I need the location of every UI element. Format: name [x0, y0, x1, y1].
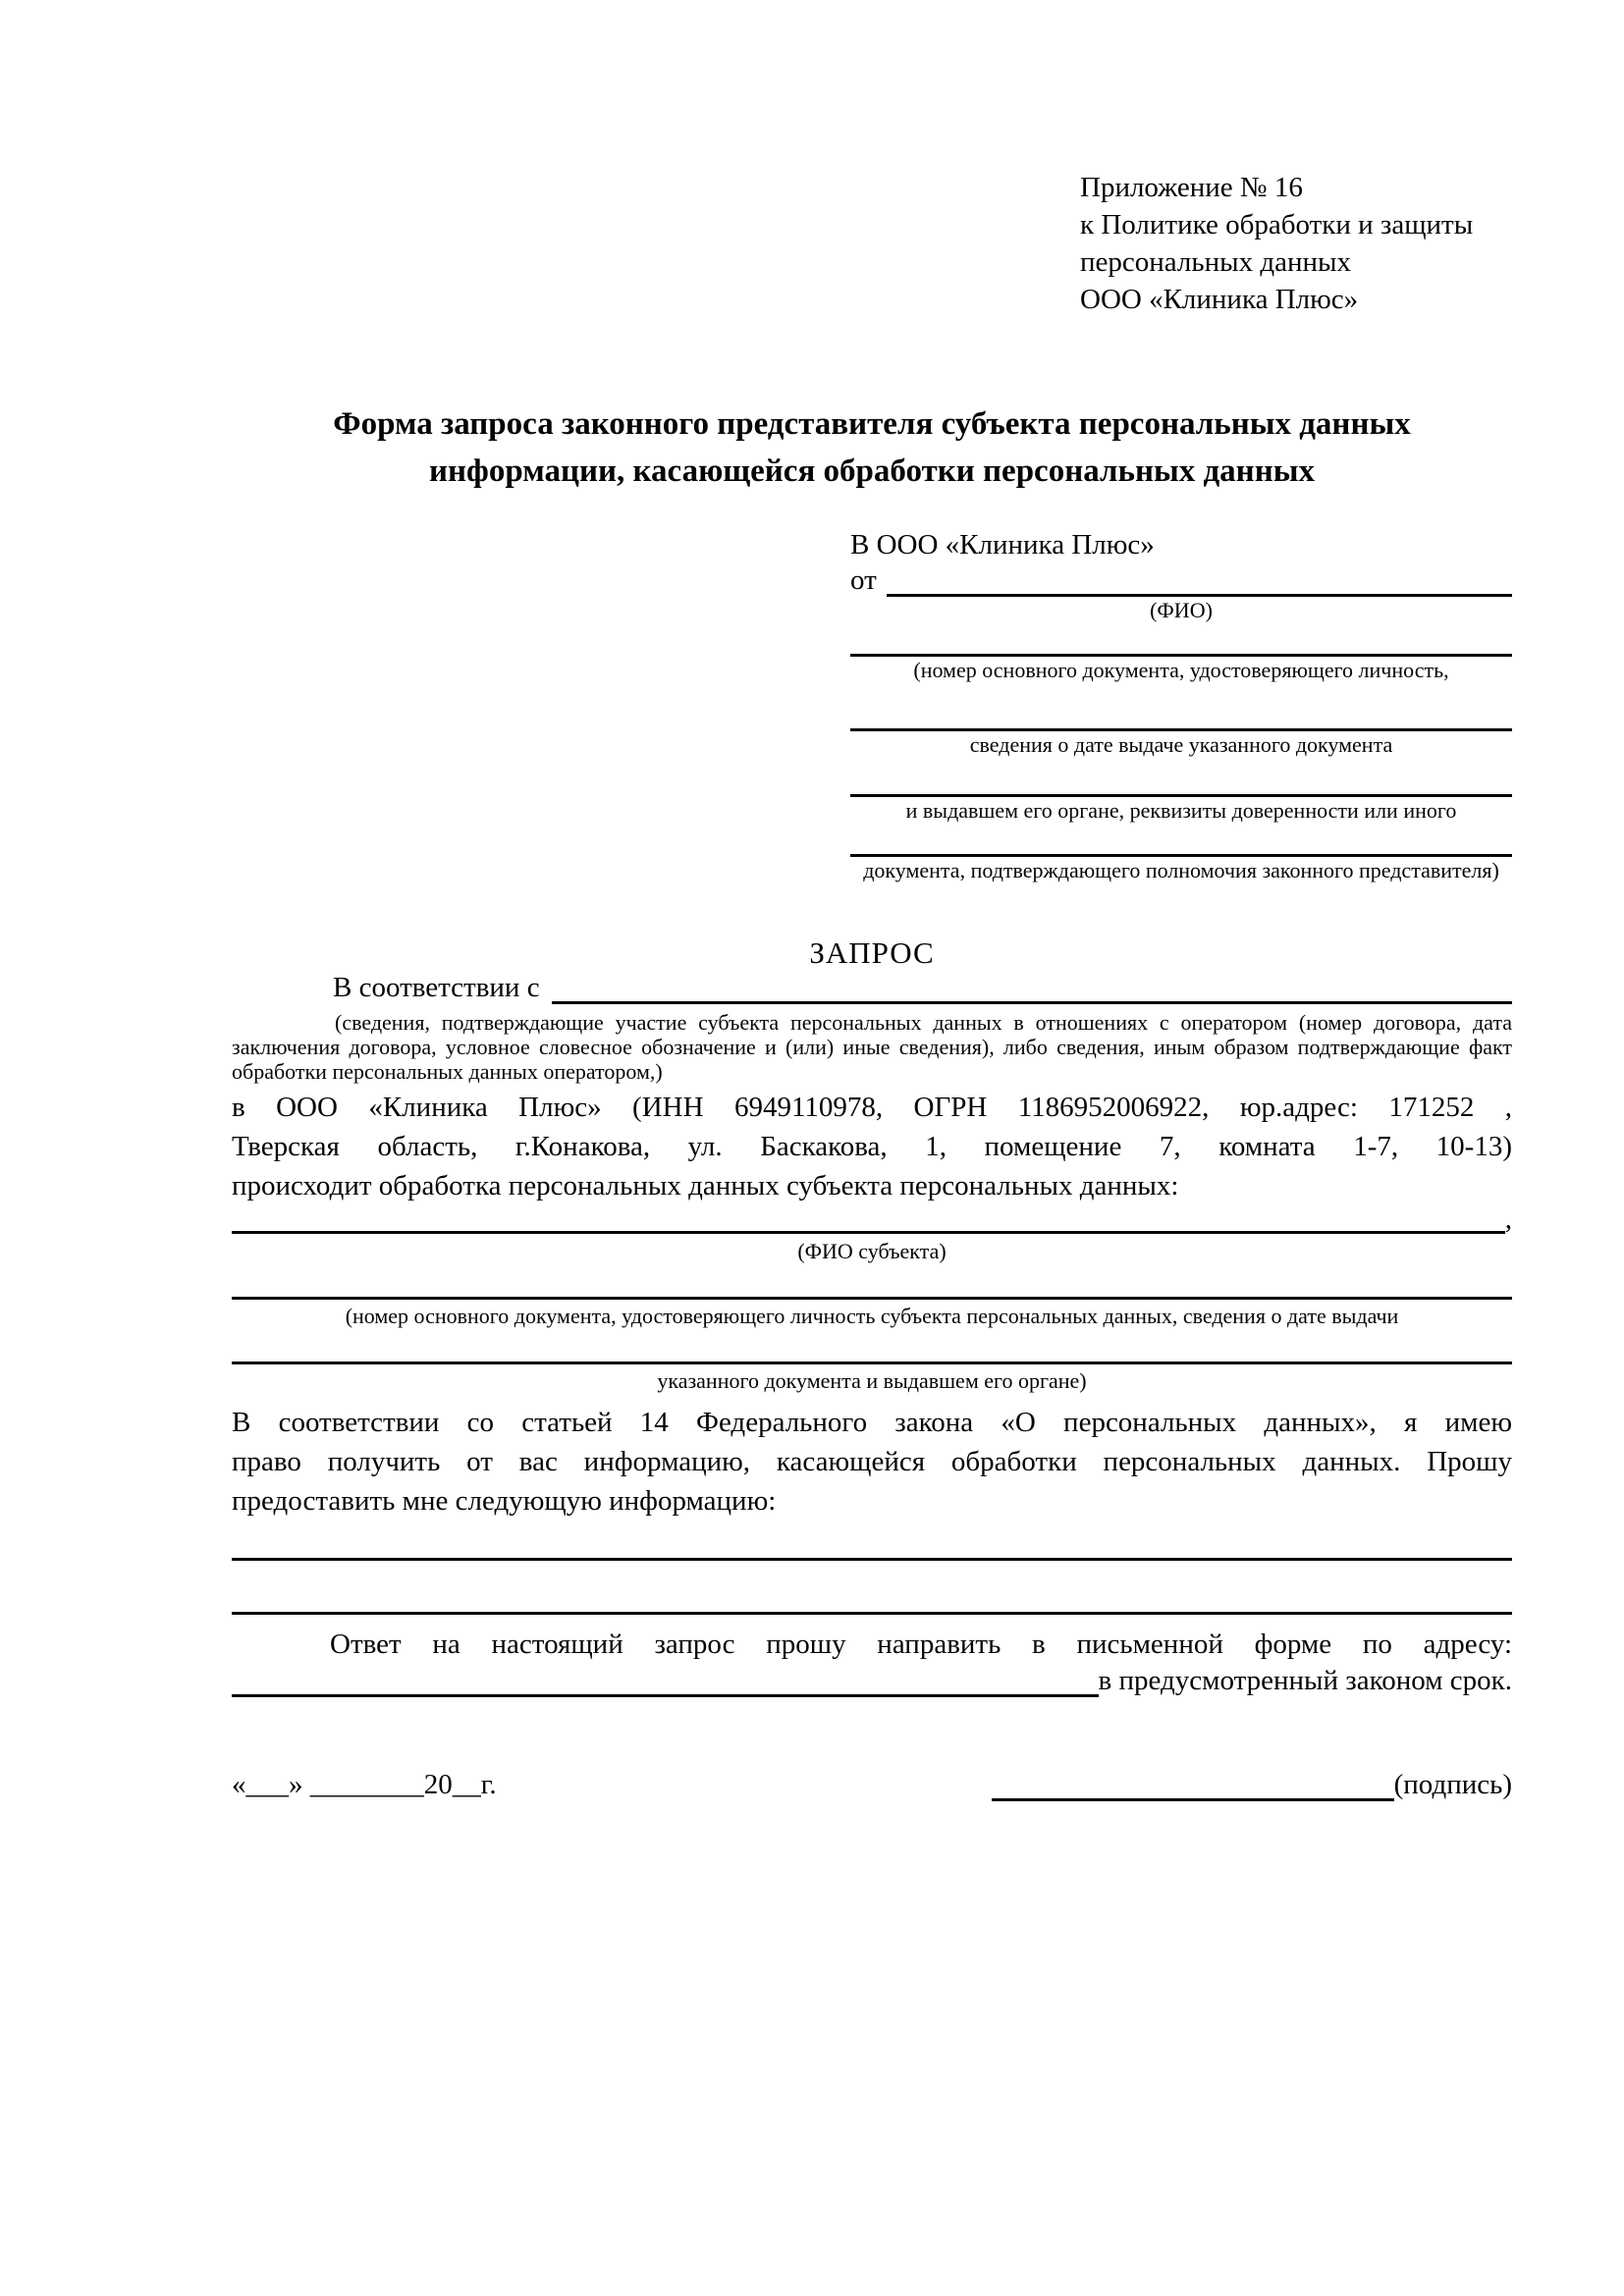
fio-caption: (ФИО) [1150, 598, 1213, 622]
subject-fio-row [232, 1205, 1512, 1234]
subject-authority-row [232, 1342, 1512, 1364]
appendix-line: персональных данных [1080, 246, 1352, 278]
answer-address-blank-field[interactable] [232, 1694, 1099, 1697]
issuing-authority-field[interactable] [850, 794, 1512, 825]
form-title-line: информации, касающейся обработки персональных данных [429, 454, 1315, 489]
footnote-line: (сведения, подтверждающие участие субъекта персональных данных в отношениях с оператором (номер договора, дата [335, 1010, 1512, 1035]
operator-line: Тверская область, г.Конакова, ул. Баскакова, 1, помещение 7, комната 1-7, 10-13) [232, 1131, 1512, 1162]
form-title [232, 400, 1512, 495]
answer-address-row [232, 1664, 1512, 1697]
authority-document-caption: документа, подтверждающего полномочия законного представителя) [863, 858, 1499, 882]
subject-fio-caption: (ФИО субъекта) [797, 1239, 947, 1263]
signature-blank-field[interactable] [992, 1769, 1394, 1801]
date-field[interactable]: «___» ________20__г. [232, 1769, 497, 1800]
document-number-field[interactable] [850, 654, 1512, 684]
footnote [232, 1010, 1512, 1084]
addressee-block [850, 526, 1512, 884]
appendix-line: к Политике обработки и защиты [1080, 209, 1474, 240]
request-heading: ЗАПРОС [809, 935, 935, 970]
operator-paragraph [232, 1088, 1512, 1205]
subject-document-blank-field[interactable] [232, 1277, 1512, 1300]
subject-authority-blank-field[interactable] [232, 1342, 1512, 1364]
information-blank-field-2[interactable] [232, 1561, 1512, 1615]
form-title-line: Форма запроса законного представителя субъекта персональных данных [333, 406, 1411, 442]
operator-line: происходит обработка персональных данных субъекта персональных данных: [232, 1170, 1179, 1201]
from-label: от [850, 564, 877, 596]
footnote-line: заключения договора, условное словесное обозначение и (или) иные сведения), либо сведения, иным образом подтверждающие факт [232, 1035, 1512, 1059]
accordance-blank-field[interactable] [552, 1001, 1512, 1004]
issue-date-caption: сведения о дате выдаче указанного документа [969, 732, 1393, 757]
law-line: В соответствии со статьей 14 Федерального закона «О персональных данных», я имею [232, 1407, 1512, 1438]
answer-suffix: в предусмотренный законом срок. [1098, 1665, 1512, 1696]
date-signature-row [232, 1766, 1512, 1801]
subject-authority-caption: указанного документа и выдавшем его органе) [657, 1368, 1087, 1393]
law-paragraph [232, 1403, 1512, 1521]
issue-date-field[interactable] [850, 728, 1512, 759]
subject-document-caption: (номер основного документа, удостоверяющего личность субъекта персональных данных, сведения о дате выдачи [345, 1304, 1399, 1328]
accordance-label: В соответствии с [333, 972, 540, 1003]
operator-line: в ООО «Клиника Плюс» (ИНН 6949110978, ОГРН 1186952006922, юр.адрес: 171252 , [232, 1092, 1512, 1123]
footnote-line: обработки персональных данных оператором,) [232, 1059, 663, 1084]
appendix-line: Приложение № 16 [1080, 172, 1303, 203]
appendix-line: ООО «Клиника Плюс» [1080, 284, 1359, 315]
authority-document-field[interactable] [850, 854, 1512, 884]
subject-fio-blank-field[interactable] [232, 1211, 1505, 1234]
law-line: право получить от вас информацию, касающейся обработки персональных данных. Прошу [232, 1446, 1512, 1477]
addressee-to: В ООО «Клиника Плюс» [850, 529, 1155, 561]
information-blank-field-1[interactable] [232, 1521, 1512, 1561]
page-content [232, 0, 1512, 1801]
subject-document-row [232, 1277, 1512, 1300]
document-number-caption: (номер основного документа, удостоверяющего личность, [913, 658, 1449, 682]
appendix-note [1080, 0, 1512, 318]
from-row [850, 563, 1512, 597]
signature-group [992, 1769, 1512, 1801]
signature-caption: (подпись) [1393, 1769, 1512, 1800]
subject-fio-comma: , [1504, 1203, 1512, 1235]
law-line: предоставить мне следующую информацию: [232, 1485, 777, 1517]
answer-sentence: Ответ на настоящий запрос прошу направить в письменной форме по адресу: [330, 1629, 1512, 1660]
issuing-authority-caption: и выдавшем его органе, реквизиты доверенности или иного [905, 798, 1457, 823]
accordance-row [232, 973, 1512, 1004]
